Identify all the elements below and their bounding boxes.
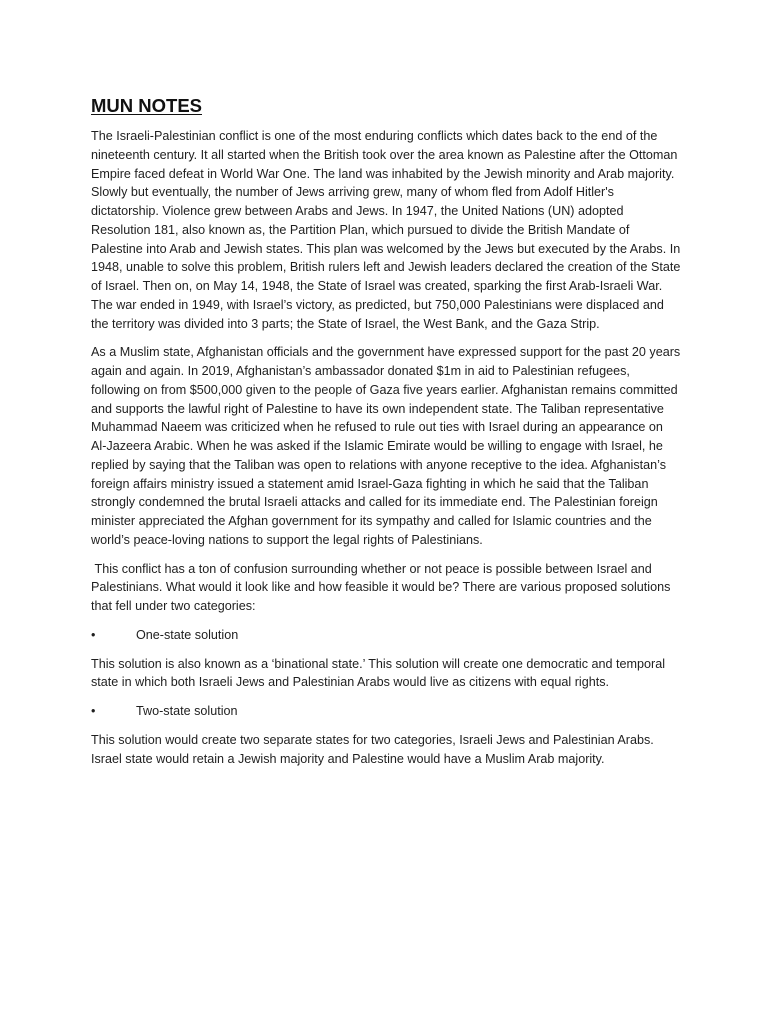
bullet-label: Two-state solution: [136, 704, 238, 718]
bullet-label: One-state solution: [136, 627, 239, 642]
paragraph-afghanistan: As a Muslim state, Afghanistan officials and the government have expressed support for the past 20 years again and again. In 2019, Afghanistan’s ambassador donated $1m in aid to Palestinian refugees, following on from $500,000 given to the people of Gaza five years earlier. Afghanistan remains committed and supports the lawful right of Palestine to have its own independent state. The Taliban representative Muhammad Naeem was criticized when he refused to rule out ties with Israel during an appearance on Al-Jazeera Arabic. When he was asked if the Islamic Emirate would be willing to engage with Israel, he replied by saying that the Taliban was open to relations with anyone receptive to the idea. Afghanistan’s foreign affairs ministry issued a statement amid Israel-Gaza fighting in which he said that the Taliban strongly condemned the brutal Israeli attacks and called for its immediate end. The Palestinian foreign minister appreciated the Afghan government for its sympathy and called for Islamic countries and the world’s peace-loving nations to support the legal rights of Palestinians.: [91, 345, 681, 547]
document-page: [91, 94, 681, 778]
paragraph-history: The Israeli-Palestinian conflict is one of the most enduring conflicts which dates back to the end of the nineteenth century. It all started when the British took over the area known as Palestine after the Ottoman Empire faced defeat in World War One. The land was inhabited by the Jewish minority and Arab majority. Slowly but eventually, the number of Jews arriving grew, many of whom fled from Adolf Hitler's dictatorship. Violence grew between Arabs and Jews. In 1947, the United Nations (UN) adopted Resolution 181, also known as, the Partition Plan, which pursued to divide the British Mandate of Palestine into Arab and Jewish states. This plan was welcomed by the Jews but executed by the Arabs. In 1948, unable to solve this problem, British rulers left and Jewish leaders declared the creation of the State of Israel. Then on, on May 14, 1948, the State of Israel was created, sparking the first Arab-Israeli War. The war ended in 1949, with Israel’s victory, as predicted, but 750,000 Palestinians were displaced and the territory was divided into 3 parts; the State of Israel, the West Bank, and the Gaza Strip.: [91, 129, 681, 331]
bullet-two-state: [91, 702, 681, 721]
paragraph-two-state: This solution would create two separate states for two categories, Israeli Jews and Palestinian Arabs. Israel state would retain a Jewish majority and Palestine would have a Muslim Arab majority.: [91, 732, 654, 766]
bullet-one-state: [91, 626, 681, 645]
paragraph-solutions-intro: This conflict has a ton of confusion surrounding whether or not peace is possible between Israel and Palestinians. What would it look like and how feasible it would be? There are various proposed solutions that fell under two categories:: [91, 561, 674, 613]
paragraph-one-state: This solution is also known as a ‘binational state.’ This solution will create one democratic and temporal state in which both Israeli Jews and Palestinian Arabs would live as citizens with equal rights.: [91, 656, 666, 690]
bullet-marker: •: [91, 704, 96, 718]
document-title: MUN NOTES: [91, 95, 202, 116]
bullet-marker: •: [91, 627, 96, 642]
